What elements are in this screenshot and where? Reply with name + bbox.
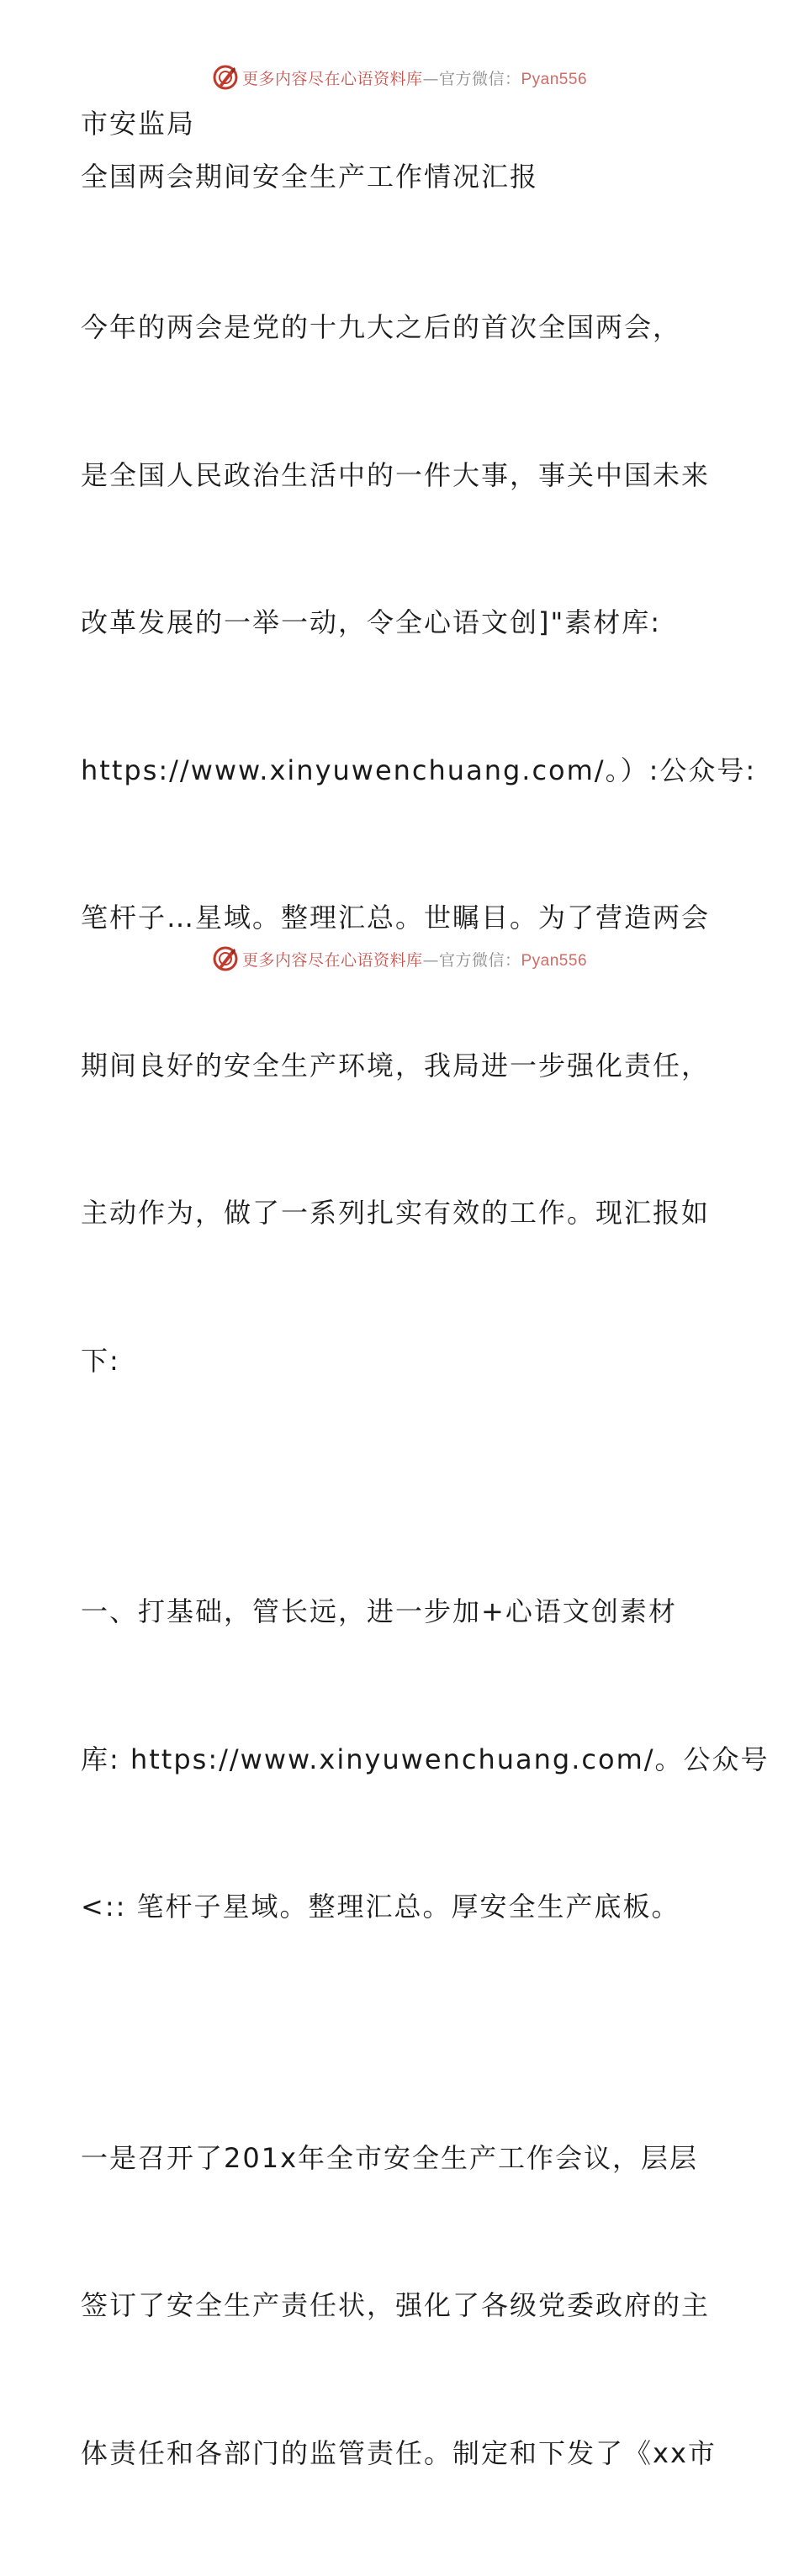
document-heading-title: 全国两会期间安全生产工作情况汇报 — [81, 152, 720, 202]
text-line: <:: 笔杆子星域。整理汇总。厚安全生产底板。 — [81, 1882, 720, 1932]
watermark-text: 更多内容尽在心语资料库—官方微信：Pyan556 — [242, 948, 587, 971]
text-line: 一是召开了201x年全市安全生产工作会议，层层 — [81, 2134, 720, 2183]
text-line: 下: — [81, 1336, 720, 1386]
watermark-text: 更多内容尽在心语资料库—官方微信：Pyan556 — [242, 66, 587, 89]
text-line: 签订了安全生产责任状，强化了各级党委政府的主 — [81, 2281, 720, 2330]
brand-logo-icon — [212, 64, 239, 91]
watermark-header — [0, 61, 799, 94]
text-line: 今年的两会是党的十九大之后的首次全国两会， — [81, 303, 720, 352]
watermark-footer — [0, 942, 799, 976]
paragraph-section-one — [81, 1489, 720, 2030]
text-line: 期间良好的安全生产环境，我局进一步强化责任， — [81, 1041, 720, 1091]
text-line: 体责任和各部门的监管责任。制定和下发了《xx市 — [81, 2429, 720, 2478]
text-line: 主动作为，做了一系列扎实有效的工作。现汇报如 — [81, 1188, 720, 1238]
text-line: 笔杆子…星域。整理汇总。世瞩目。为了营造两会 — [81, 893, 720, 943]
text-line: 改革发展的一举一动，令全心语文创]"素材库: — [81, 598, 720, 648]
brand-logo-icon — [212, 945, 239, 972]
document-body — [81, 99, 720, 2576]
paragraph-point-one — [81, 2035, 720, 2576]
text-line: 是全国人民政治生活中的一件大事，事关中国未来 — [81, 451, 720, 500]
paragraph-intro — [81, 204, 720, 1484]
text-line: 一、打基础，管长远，进一步加+心语文创素材 — [81, 1587, 720, 1637]
text-line: https://www.xinyuwenchuang.com/。）:公众号: — [81, 746, 720, 796]
text-line: 库: https://www.xinyuwenchuang.com/。公众号 — [81, 1735, 720, 1785]
document-heading-org: 市安监局 — [81, 99, 720, 149]
